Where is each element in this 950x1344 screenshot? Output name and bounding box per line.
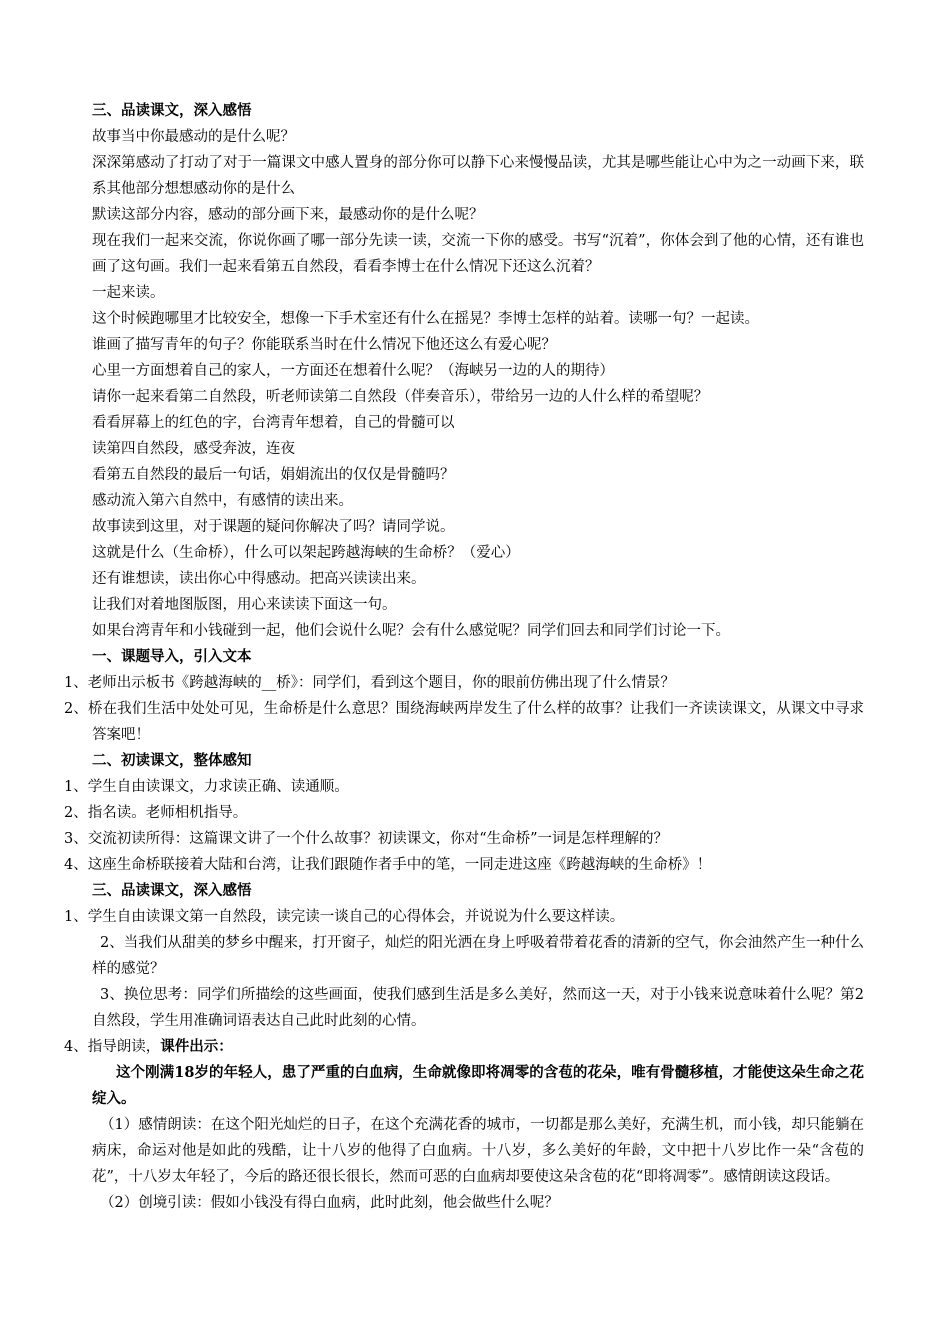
list-item <box>64 1034 864 1060</box>
paragraph: 看第五自然段的最后一句话，娟娟流出的仅仅是骨髓吗？ <box>92 467 455 483</box>
paragraph: 让我们对着地图版图，用心来读读下面这一句。 <box>92 597 397 613</box>
section-heading: 二、初读课文，整体感知 <box>92 752 252 769</box>
paragraph: 这就是什么（生命桥），什么可以架起跨越海峡的生命桥？（爱心） <box>92 545 520 561</box>
paragraph: 心里一方面想着自己的家人，一方面还在想着什么呢？（海峡另一边的人的期待） <box>92 363 614 379</box>
list-item: 2、桥在我们生活中处处可见，生命桥是什么意思？围绕海峡两岸发生了什么样的故事？让我们一齐读读课文，从课文中寻求答案吧！ <box>64 701 864 743</box>
paragraph: 默读这部分内容，感动的部分画下来，最感动你的是什么呢？ <box>92 207 484 223</box>
paragraph: 请你一起来看第二自然段，听老师读第二自然段（伴奏音乐），带给另一边的人什么样的希望呢？ <box>92 389 709 405</box>
list-item-text: 4、指导朗读， <box>64 1039 161 1055</box>
section-heading: 三、品读课文，深入感悟 <box>92 882 252 899</box>
sub-item: （2）创境引读：假如小钱没有得白血病，此时此刻，他会做些什么呢？ <box>100 1195 559 1211</box>
document-body <box>64 98 864 1216</box>
paragraph: 还有谁想读，读出你心中得感动。把高兴读读出来。 <box>92 571 426 587</box>
paragraph: 读第四自然段，感受奔波，连夜 <box>92 441 295 457</box>
paragraph: 看看屏幕上的红色的字，台湾青年想着，自己的骨髓可以 <box>92 415 455 431</box>
list-item: 3、换位思考：同学们所描绘的这些画面，使我们感到生活是多么美好，然而这一天，对于小钱来说意味着什么呢？第2自然段，学生用准确词语表达自己此时此刻的心情。 <box>92 987 864 1029</box>
list-item: 1、学生自由读课文第一自然段，读完读一谈自己的心得体会，并说说为什么要这样读。 <box>64 909 625 925</box>
paragraph: 谁画了描写青年的句子？你能联系当时在什么情况下他还这么有爱心呢？ <box>92 337 556 353</box>
paragraph: 感动流入第六自然中，有感情的读出来。 <box>92 493 353 509</box>
paragraph: 一起来读。 <box>92 285 165 301</box>
sub-item: （1）感情朗读：在这个阳光灿烂的日子，在这个充满花香的城市，一切都是那么美好，充满生机，而小钱，却只能躺在病床，命运对他是如此的残酷，让十八岁的他得了白血病。十八岁，多么美好的年龄，文中把十八岁比作一朵“含苞的花”，十八岁太年轻了，今后的路还很长很长，然而可恶的白血病却要使这朵含苞的花“即将凋零”。感情朗读这段话。 <box>92 1117 864 1185</box>
paragraph: 故事读到这里，对于课题的疑问你解决了吗？请同学说。 <box>92 519 455 535</box>
section-heading: 三、品读课文，深入感悟 <box>92 102 252 119</box>
paragraph: 深深第感动了打动了对于一篇课文中感人置身的部分你可以静下心来慢慢品读，尤其是哪些能让心中为之一动画下来，联系其他部分想想感动你的是什么 <box>92 155 864 197</box>
list-item: 1、学生自由读课文，力求读正确、读通顺。 <box>64 779 349 795</box>
paragraph: 故事当中你最感动的是什么呢？ <box>92 129 295 145</box>
list-item: 4、这座生命桥联接着大陆和台湾，让我们跟随作者手中的笔，一同走进这座《跨越海峡的生命桥》！ <box>64 857 712 873</box>
paragraph: 如果台湾青年和小钱碰到一起，他们会说什么呢？会有什么感觉呢？同学们回去和同学们讨论一下。 <box>92 623 730 639</box>
list-item: 1、老师出示板书《跨越海峡的__桥》：同学们，看到这个题目，你的眼前仿佛出现了什么情景？ <box>64 675 675 691</box>
courseware-label: 课件出示： <box>160 1038 233 1055</box>
section-heading: 一、课题导入，引入文本 <box>92 648 252 665</box>
paragraph: 现在我们一起来交流，你说你画了哪一部分先读一读，交流一下你的感受。书写“沉着”，你体会到了他的心情，还有谁也画了这句画。我们一起来看第五自然段，看看李博士在什么情况下还这么沉着？ <box>92 233 864 275</box>
highlight-quote: 这个刚满18岁的年轻人，患了严重的白血病，生命就像即将凋零的含苞的花朵，唯有骨髓移植，才能使这朵生命之花绽入。 <box>92 1064 864 1107</box>
list-item: 2、指名读。老师相机指导。 <box>64 805 248 821</box>
paragraph: 这个时候跑哪里才比较安全，想像一下手术室还有什么在摇晃？李博士怎样的站着。读哪一句？一起读。 <box>92 311 759 327</box>
list-item: 3、交流初读所得：这篇课文讲了一个什么故事？初读课文，你对“生命桥”一词是怎样理解的？ <box>64 831 669 847</box>
list-item: 2、当我们从甜美的梦乡中醒来，打开窗子，灿烂的阳光洒在身上呼吸着带着花香的清新的空气，你会油然产生一种什么样的感觉？ <box>92 935 864 977</box>
